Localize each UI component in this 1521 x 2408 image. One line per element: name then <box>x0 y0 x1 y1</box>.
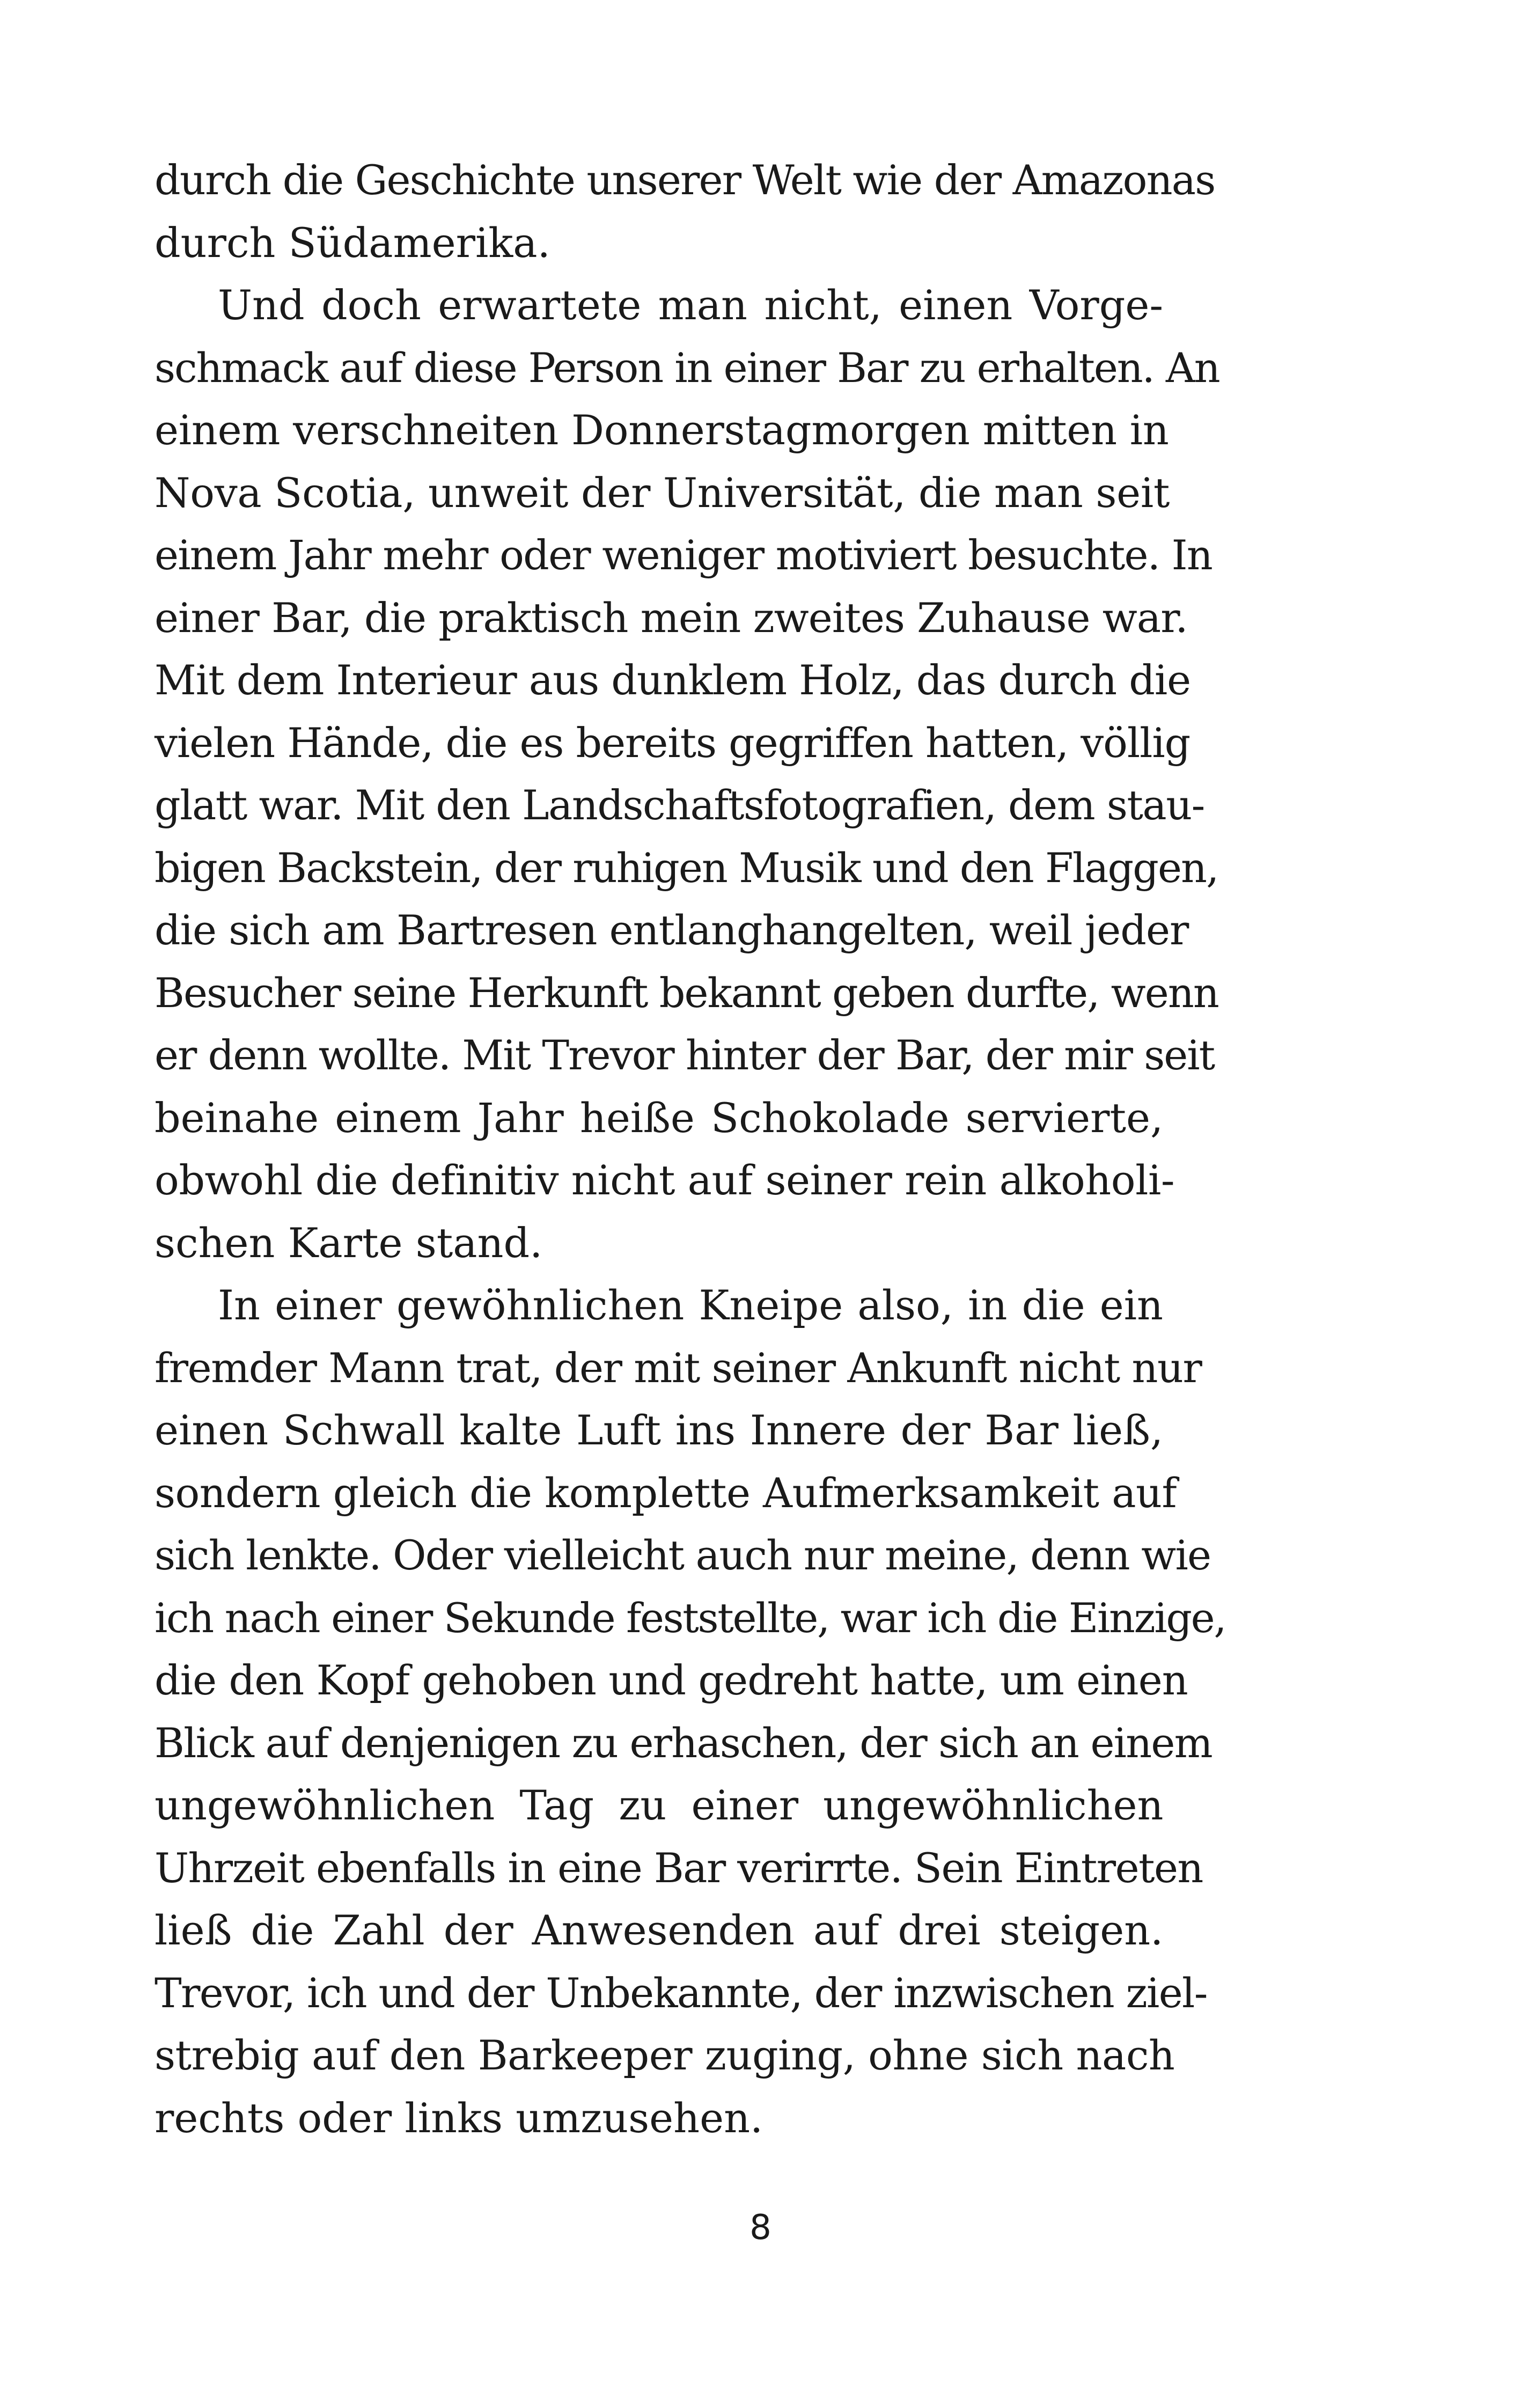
text-line: er denn wollte. Mit Trevor hinter der Bar, der mir seit <box>155 1031 1215 1079</box>
text-line: die sich am Bartresen entlanghangelten, weil jeder <box>155 906 1189 954</box>
text-line: ungewöhnlichen Tag zu einer ungewöhnlichen <box>155 1781 1164 1829</box>
text-line: Besucher seine Herkunft bekannt geben durfte, wenn <box>155 968 1218 1017</box>
text-line: sich lenkte. Oder vielleicht auch nur meine, denn wie <box>155 1531 1211 1579</box>
text-line: schmack auf diese Person in einer Bar zu erhalten. An <box>155 343 1219 392</box>
text-line: schen Karte stand. <box>155 1218 543 1267</box>
text-line: ich nach einer Sekunde feststellte, war ich die Einzige, <box>155 1594 1226 1642</box>
text-line: Uhrzeit ebenfalls in eine Bar verirrte. Sein Eintreten <box>155 1844 1203 1892</box>
text-line: bigen Backstein, der ruhigen Musik und den Flaggen, <box>155 843 1218 892</box>
text-line: glatt war. Mit den Landschaftsfotografien, dem stau- <box>155 781 1204 829</box>
body-text <box>155 149 1226 2149</box>
text-line: strebig auf den Barkeeper zuging, ohne sich nach <box>155 2031 1175 2079</box>
text-line: rechts oder links umzusehen. <box>155 2094 763 2142</box>
text-line: durch die Geschichte unserer Welt wie der Amazonas <box>155 156 1215 204</box>
text-line: In einer gewöhnlichen Kneipe also, in die ein <box>218 1281 1163 1329</box>
text-line: einen Schwall kalte Luft ins Innere der Bar ließ, <box>155 1406 1163 1454</box>
text-line: Und doch erwartete man nicht, einen Vorge- <box>218 281 1163 329</box>
text-line: durch Südamerika. <box>155 218 550 267</box>
text-line: fremder Mann trat, der mit seiner Ankunft nicht nur <box>155 1344 1202 1392</box>
text-line: einer Bar, die praktisch mein zweites Zuhause war. <box>155 593 1188 642</box>
text-line: sondern gleich die komplette Aufmerksamkeit auf <box>155 1469 1177 1517</box>
text-line: Trevor, ich und der Unbekannte, der inzwischen ziel- <box>155 1969 1207 2017</box>
text-line: die den Kopf gehoben und gedreht hatte, um einen <box>155 1656 1188 1704</box>
text-line: Nova Scotia, unweit der Universität, die man seit <box>155 468 1170 517</box>
page-number: 8 <box>750 2208 771 2248</box>
text-line: Mit dem Interieur aus dunklem Holz, das durch die <box>155 656 1191 704</box>
text-line: einem verschneiten Donnerstagmorgen mitten in <box>155 406 1169 454</box>
text-line: ließ die Zahl der Anwesenden auf drei steigen. <box>155 1906 1164 1954</box>
text-line: einem Jahr mehr oder weniger motiviert besuchte. In <box>155 531 1213 579</box>
text-line: Blick auf denjenigen zu erhaschen, der sich an einem <box>155 1719 1212 1767</box>
text-line: obwohl die definitiv nicht auf seiner rein alkoholi- <box>155 1156 1175 1204</box>
text-line: beinahe einem Jahr heiße Schokolade servierte, <box>155 1093 1164 1142</box>
text-line: vielen Hände, die es bereits gegriffen hatten, völlig <box>155 718 1191 767</box>
